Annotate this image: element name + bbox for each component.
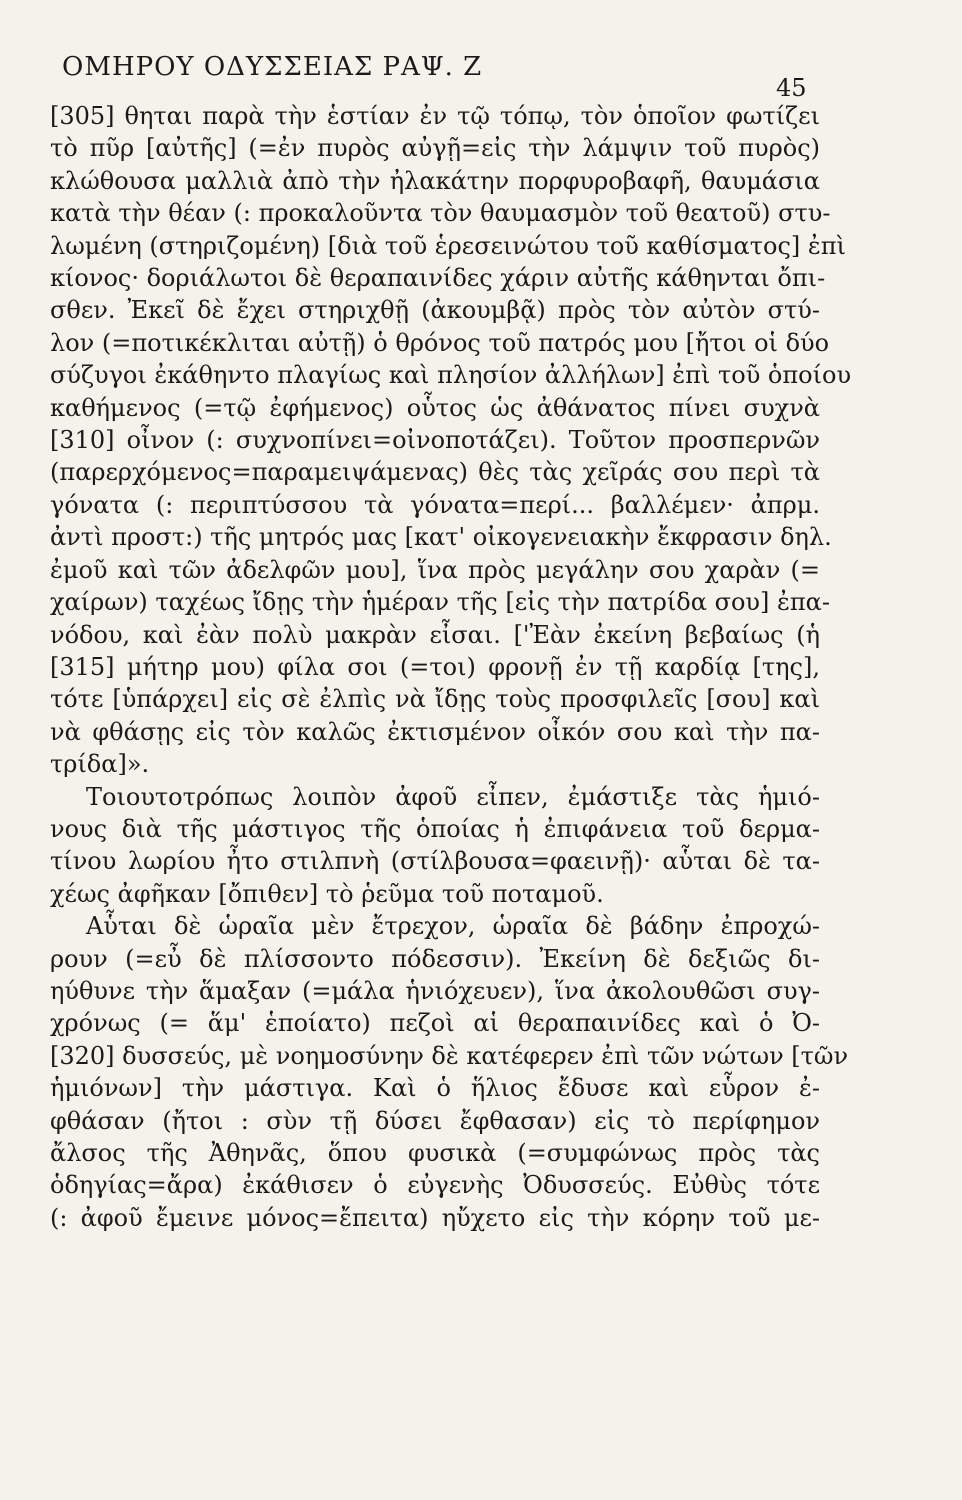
running-header: ΟΜΗΡΟΥ ΟΔΥΣΣΕΙΑΣ ΡΑΨ. Ζ [62,52,483,82]
text-line: [310] οἶνον (: συχνοπίνει=οἰνοποτάζει). Τοῦτον προσπερνῶν [50,426,820,455]
text-line: χαίρων) ταχέως ἴδῃς τὴν ἡμέραν τῆς [εἰς τὴν πατρίδα σου] ἐπα- [50,588,830,617]
text-line: ἐμοῦ καὶ τῶν ἀδελφῶν μου], ἵνα πρὸς μεγάλην σου χαρὰν (= [50,555,820,584]
text-line: φθάσαν (ἤτοι : σὺν τῇ δύσει ἔφθασαν) εἰς τὸ περίφημον [50,1106,820,1135]
text-line: ὁδηγίας=ἄρα) ἐκάθισεν ὁ εὐγενὴς Ὀδυσσεύς. Εὐθὺς τότε [50,1171,820,1200]
text-line: λωμένη (στηριζομένη) [διὰ τοῦ ἑρεσεινώτου τοῦ καθίσματος] ἐπὶ [50,231,846,260]
text-line: σύζυγοι ἐκάθηντο πλαγίως καὶ πλησίον ἀλλήλων] ἐπὶ τοῦ ὁποίου [50,361,852,390]
text-line: ρουν (=εὖ δὲ πλίσσοντο πόδεσσιν). Ἐκείνη δὲ δεξιῶς δι- [50,944,820,973]
text-line: λον (=ποτικέκλιται αὐτῇ) ὁ θρόνος τοῦ πατρός μου [ἤτοι οἱ δύο [50,328,830,357]
text-line: ἡμιόνων] τὴν μάστιγα. Καὶ ὁ ἥλιος ἔδυσε καὶ εὗρον ἐ- [50,1074,820,1103]
text-line: τρίδα]». [50,750,150,779]
text-line: κίονος· δοριάλωτοι δὲ θεραπαινίδες χάριν αὐτῆς κάθηνται ὄπι- [50,264,826,293]
body-text [50,100,852,1234]
text-line: [320] δυσσεύς, μὲ νοημοσύνην δὲ κατέφερεν ἐπὶ τῶν νώτων [τῶν [50,1041,849,1070]
text-line: τίνου λωρίου ἦτο στιλπνὴ (στίλβουσα=φαεινῇ)· αὗται δὲ τα- [50,847,820,876]
text-line: [305] θηται παρὰ τὴν ἑστίαν ἐν τῷ τόπῳ, τὸν ὁποῖον φωτίζει [50,102,820,130]
text-line: ἄλσος τῆς Ἀθηνᾶς, ὅπου φυσικὰ (=συμφώνως πρὸς τὰς [50,1139,820,1167]
text-line: γόνατα (: περιπτύσσου τὰ γόνατα=περί... βαλλέμεν· ἀπρμ. [50,490,820,519]
text-line: ἀντὶ προστ:) τῆς μητρός μας [κατ' οἰκογενειακὴν ἔκφρασιν δηλ. [50,523,832,552]
text-line: κλώθουσα μαλλιὰ ἀπὸ τὴν ἠλακάτην πορφυροβαφῆ, θαυμάσια [50,166,820,195]
page-number: 45 [776,74,807,102]
text-line: νόδου, καὶ ἐὰν πολὺ μακρὰν εἶσαι. ['Ἐὰν ἐκείνη βεβαίως (ἡ [50,620,820,649]
text-line: ηύθυνε τὴν ἅμαξαν (=μάλα ἡνιόχευεν), ἵνα ἀκολουθῶσι συγ- [50,976,820,1005]
text-line: Τοιουτοτρόπως λοιπὸν ἀφοῦ εἶπεν, ἐμάστιξε τὰς ἡμιό- [86,782,820,811]
text-line: τότε [ὑπάρχει] εἰς σὲ ἐλπὶς νὰ ἴδῃς τοὺς προσφιλεῖς [σου] καὶ [50,685,820,714]
text-line: χρόνως (= ἅμ' ἑποίατο) πεζοὶ αἱ θεραπαινίδες καὶ ὁ Ὀ- [50,1009,820,1038]
text-line: σθεν. Ἐκεῖ δὲ ἔχει στηριχθῇ (ἀκουμβᾷ) πρὸς τὸν αὐτὸν στύ- [50,296,820,325]
text-line: [315] μήτηρ μου) φίλα σοι (=τοι) φρονῇ ἐν τῇ καρδίᾳ [της], [50,652,820,681]
text-line: νὰ φθάσῃς εἰς τὸν καλῶς ἐκτισμένον οἶκόν σου καὶ τὴν πα- [50,717,820,746]
text-line: Αὗται δὲ ὡραῖα μὲν ἔτρεχον, ὡραῖα δὲ βάδην ἐπροχώ- [86,912,820,941]
text-line: (: ἀφοῦ ἔμεινε μόνος=ἔπειτα) ηὔχετο εἰς τὴν κόρην τοῦ με- [50,1203,820,1232]
text-line: (παρερχόμενος=παραμειψάμενας) θὲς τὰς χεῖράς σου περὶ τὰ [50,458,820,487]
text-line: τὸ πῦρ [αὐτῆς] (=ἐν πυρὸς αὐγῇ=εἰς τὴν λάμψιν τοῦ πυρὸς) [50,134,820,163]
text-line: χέως ἀφῆκαν [ὄπιθεν] τὸ ῥεῦμα τοῦ ποταμοῦ. [50,879,604,908]
text-line: νους διὰ τῆς μάστιγος τῆς ὁποίας ἡ ἐπιφάνεια τοῦ δερμα- [50,814,820,843]
text-line: κατὰ τὴν θέαν (: προκαλοῦντα τὸν θαυμασμὸν τοῦ θεατοῦ) στυ- [50,199,831,228]
text-line: καθήμενος (=τῷ ἐφήμενος) οὗτος ὡς ἀθάνατος πίνει συχνὰ [50,393,820,422]
